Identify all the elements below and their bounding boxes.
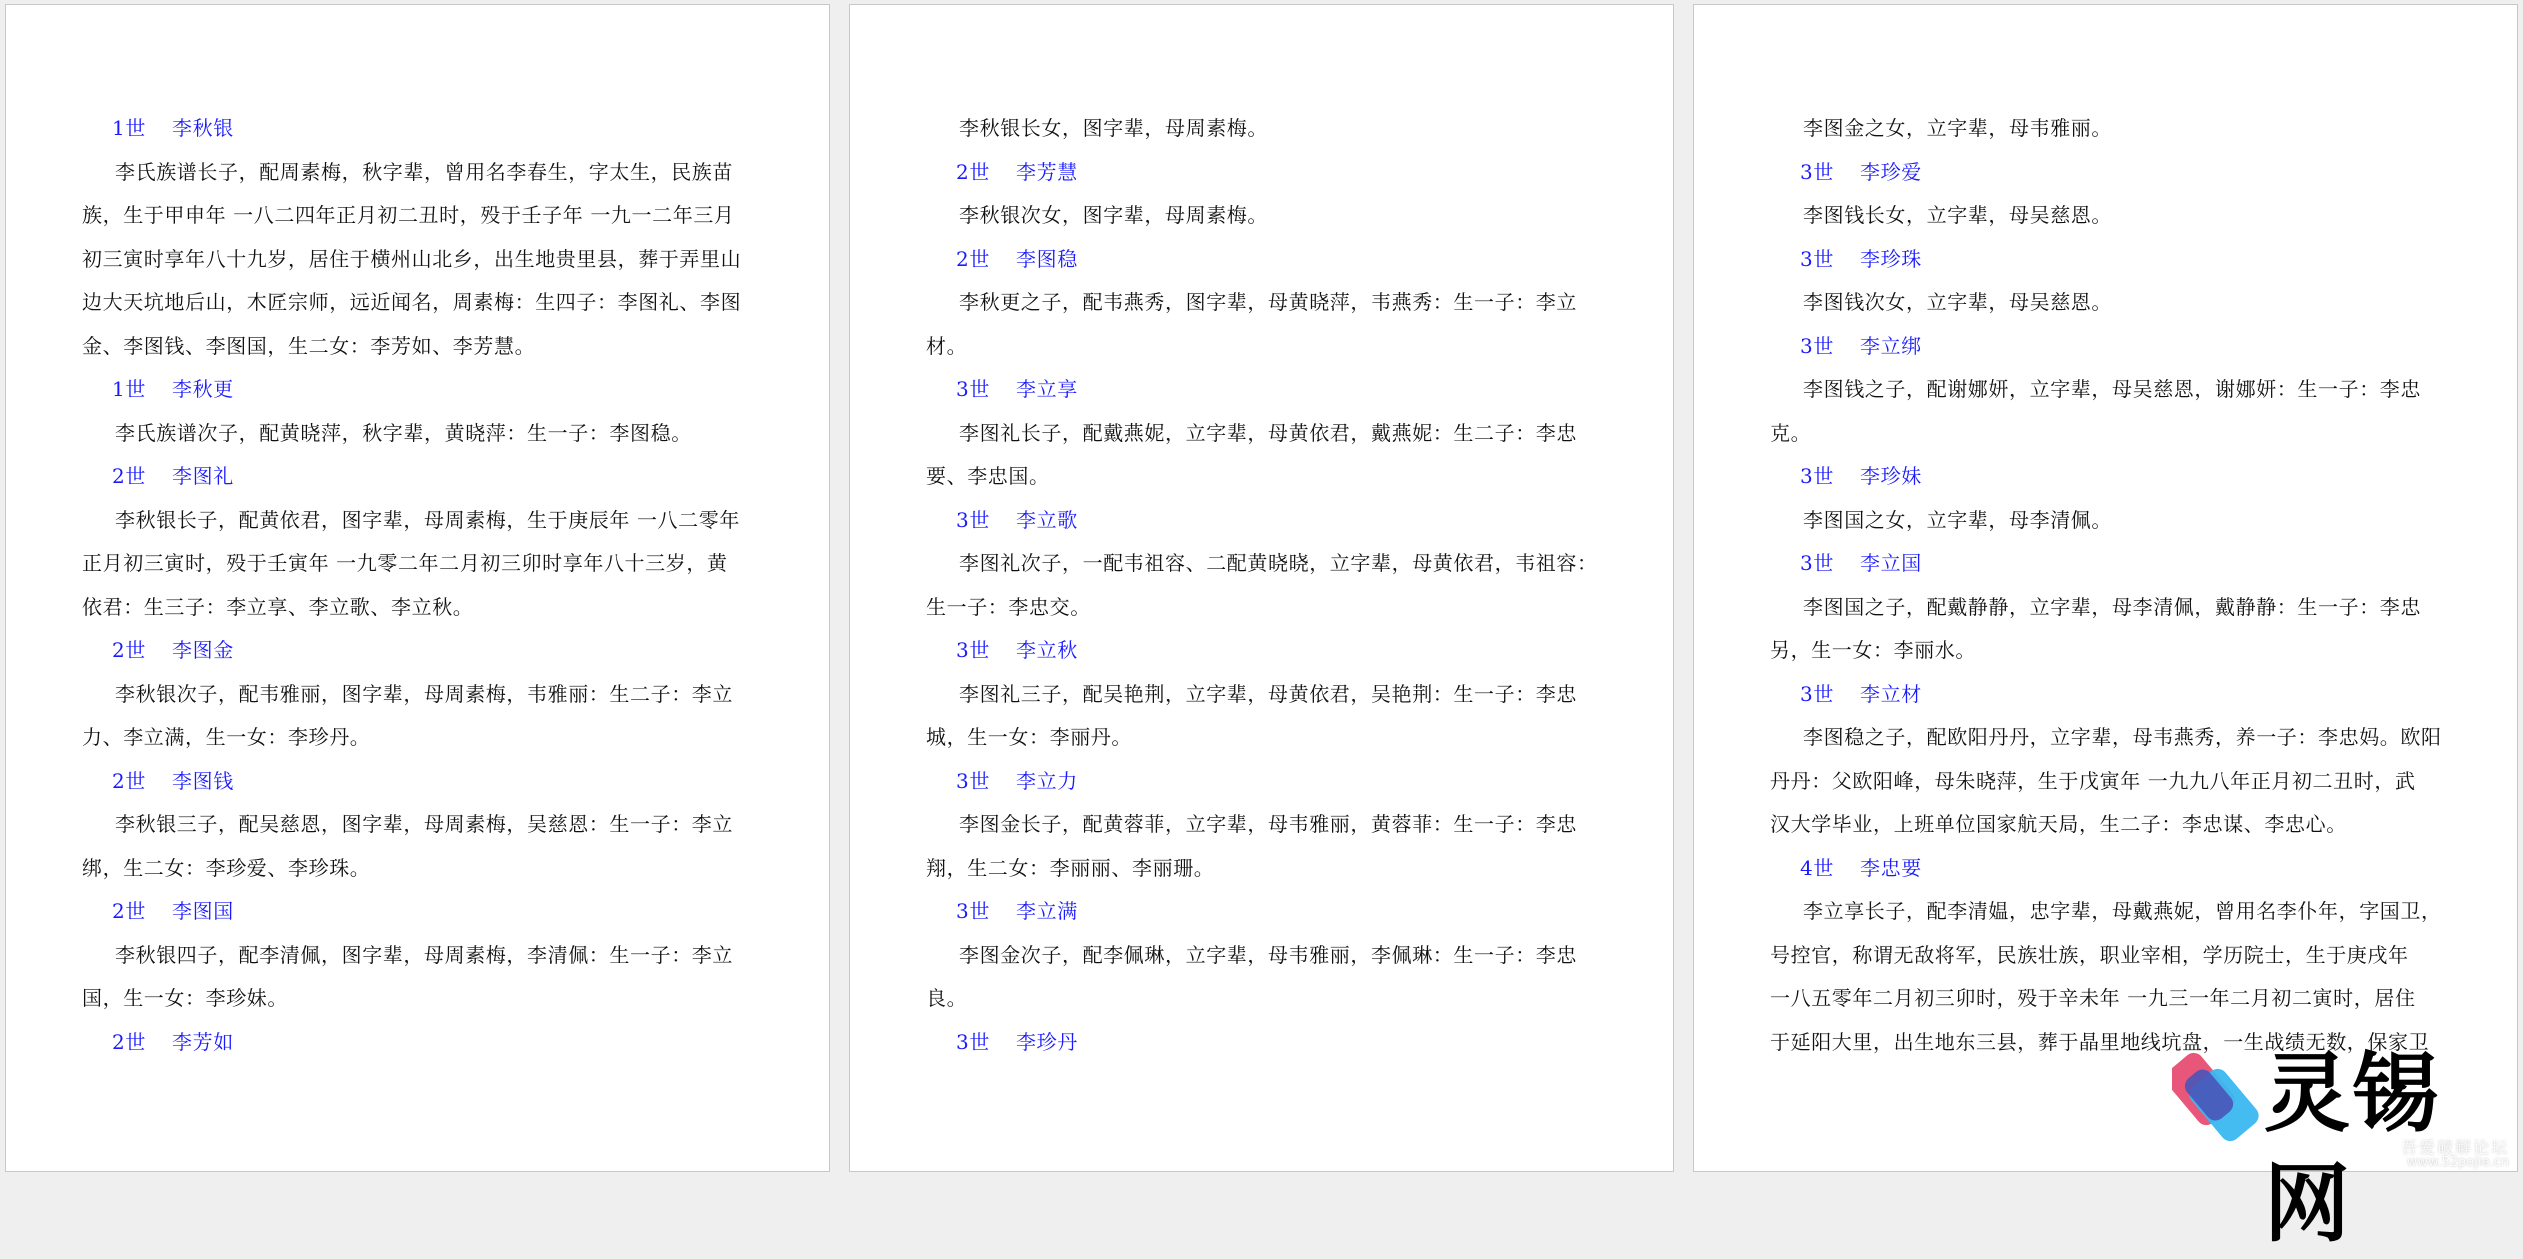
generation-heading — [82, 455, 754, 499]
biography-paragraph-line: 族，生于甲申年 一八二四年正月初二丑时，殁于壬子年 一九一二年三月 — [82, 203, 735, 227]
biography-paragraph-line: 要、李忠国。 — [926, 464, 1050, 488]
person-name: 李珍丹 — [1016, 1029, 1078, 1054]
biography-paragraph-start: 李氏族谱长子，配周素梅，秋字辈，曾用名李春生，字太生，民族苗 — [115, 159, 733, 184]
biography-paragraph-start: 李图钱长女，立字辈，母吴慈恩。 — [1803, 203, 2112, 227]
generation-number: 3世 — [956, 507, 990, 532]
page-2[interactable] — [849, 4, 1674, 1172]
generation-heading — [82, 760, 754, 804]
person-name: 李立歌 — [1016, 507, 1078, 532]
biography-paragraph-start: 李图礼三子，配吴艳荆，立字辈，母黄依君，吴艳荆：生一子：李忠 — [959, 681, 1577, 706]
watermark-logo — [2172, 1044, 2517, 1254]
page-1-content — [82, 107, 754, 1064]
page-3[interactable] — [1693, 4, 2518, 1172]
biography-paragraph-start: 李图钱之子，配谢娜妍，立字辈，母吴慈恩，谢娜妍：生一子：李忠 — [1803, 377, 2421, 401]
person-name: 李珍爱 — [1860, 159, 1922, 184]
generation-heading — [926, 629, 1598, 673]
biography-paragraph-start: 李图金长子，配黄蓉菲，立字辈，母韦雅丽，黄蓉菲：生一子：李忠 — [959, 812, 1577, 836]
generation-number: 2世 — [112, 638, 146, 662]
biography-paragraph-start: 李秋银长子，配黄依君，图字辈，母周素梅，生于庚辰年 一八二零年 — [115, 507, 740, 532]
watermark-brand: 灵锡网 — [2264, 1044, 2440, 1254]
person-name: 李图礼 — [172, 464, 234, 488]
generation-number: 2世 — [112, 768, 146, 793]
generation-number: 3世 — [1800, 551, 1834, 575]
biography-paragraph-start: 李秋银次子，配韦雅丽，图字辈，母周素梅，韦雅丽：生二子：李立 — [115, 681, 733, 706]
generation-number: 3世 — [1800, 159, 1834, 184]
person-name: 李图稳 — [1016, 246, 1078, 271]
generation-number: 2世 — [112, 464, 146, 488]
biography-paragraph-start: 李氏族谱次子，配黄晓萍，秋字辈，黄晓萍：生一子：李图稳。 — [115, 420, 692, 445]
biography-paragraph-start: 李秋银三子，配吴慈恩，图字辈，母周素梅，吴慈恩：生一子：李立 — [115, 812, 733, 836]
generation-number: 1世 — [112, 377, 146, 401]
biography-paragraph-line: 一八五零年二月初三卯时，殁于辛未年 一九三一年二月初二寅时，居住 — [1770, 986, 2416, 1010]
generation-number: 3世 — [1800, 464, 1834, 488]
person-name: 李立绑 — [1860, 333, 1922, 358]
biography-paragraph-line: 边大天坑地后山，木匠宗师，远近闻名，周素梅：生四子：李图礼、李图 — [82, 290, 742, 314]
generation-heading — [1770, 455, 2442, 499]
person-name: 李图金 — [172, 638, 234, 662]
generation-heading — [1770, 847, 2442, 891]
person-name: 李立国 — [1860, 551, 1922, 575]
biography-paragraph-line: 依君：生三子：李立享、李立歌、李立秋。 — [82, 594, 474, 619]
biography-paragraph-line: 汉大学毕业，上班单位国家航天局，生二子：李忠谋、李忠心。 — [1770, 812, 2347, 836]
biography-paragraph-line: 正月初三寅时，殁于壬寅年 一九零二年二月初三卯时享年八十三岁，黄 — [82, 551, 728, 575]
generation-number: 3世 — [956, 377, 990, 401]
brand-logo-icon — [2172, 1051, 2262, 1141]
person-name: 李立力 — [1016, 768, 1078, 793]
generation-number: 2世 — [956, 159, 990, 184]
generation-heading — [926, 499, 1598, 543]
generation-heading — [82, 107, 754, 151]
person-name: 李芳如 — [172, 1029, 234, 1054]
biography-paragraph-line: 城，生一女：李丽丹。 — [926, 725, 1132, 749]
generation-heading — [1770, 542, 2442, 586]
biography-paragraph-start: 李立享长子，配李清媪，忠字辈，母戴燕妮，曾用名李仆年，字国卫， — [1803, 899, 2442, 923]
generation-heading — [926, 238, 1598, 282]
person-name: 李立满 — [1016, 899, 1078, 923]
biography-paragraph-line: 翔，生二女：李丽丽、李丽珊。 — [926, 855, 1215, 880]
biography-paragraph-start: 李图金次子，配李佩琳，立字辈，母韦雅丽，李佩琳：生一子：李忠 — [959, 942, 1577, 967]
person-name: 李图钱 — [172, 768, 234, 793]
generation-number: 3世 — [1800, 333, 1834, 358]
generation-number: 2世 — [112, 1029, 146, 1054]
generation-heading — [1770, 673, 2442, 717]
biography-paragraph-line: 绑，生二女：李珍爱、李珍珠。 — [82, 855, 371, 880]
generation-number: 1世 — [112, 116, 146, 140]
person-name: 李立享 — [1016, 377, 1078, 401]
generation-number: 3世 — [1800, 681, 1834, 706]
biography-paragraph-start: 李图稳之子，配欧阳丹丹，立字辈，母韦燕秀，养一子：李忠妈。欧阳 — [1803, 725, 2442, 749]
biography-paragraph-line: 丹丹：父欧阳峰，母朱晓萍，生于戊寅年 一九九八年正月初二丑时，武 — [1770, 768, 2416, 793]
generation-number: 3世 — [956, 768, 990, 793]
page-1[interactable] — [5, 4, 830, 1172]
person-name: 李图国 — [172, 899, 234, 923]
watermark-url: www.52pojie.cn — [2406, 1155, 2509, 1170]
generation-number: 3世 — [956, 899, 990, 923]
person-name: 李立秋 — [1016, 638, 1078, 662]
person-name: 李秋银 — [172, 116, 234, 140]
generation-heading — [1770, 238, 2442, 282]
generation-number: 4世 — [1800, 855, 1834, 880]
biography-paragraph-start: 李秋银四子，配李清佩，图字辈，母周素梅，李清佩：生一子：李立 — [115, 942, 733, 967]
biography-paragraph-line: 另，生一女：李丽水。 — [1770, 638, 1976, 662]
person-name: 李芳慧 — [1016, 159, 1078, 184]
generation-heading — [926, 368, 1598, 412]
biography-paragraph-start: 李秋银次女，图字辈，母周素梅。 — [959, 203, 1268, 227]
biography-paragraph-line: 初三寅时享年八十九岁，居住于横州山北乡，出生地贵里县，葬于弄里山 — [82, 246, 742, 271]
generation-number: 3世 — [956, 1029, 990, 1054]
person-name: 李立材 — [1860, 681, 1922, 706]
generation-heading — [926, 151, 1598, 195]
generation-heading — [926, 1021, 1598, 1065]
watermark-subtext: 吾爱破解论坛 — [2400, 1138, 2509, 1157]
generation-heading — [82, 1021, 754, 1065]
generation-number: 2世 — [956, 246, 990, 271]
biography-paragraph-start: 李图钱次女，立字辈，母吴慈恩。 — [1803, 290, 2112, 314]
biography-paragraph-line: 力、李立满，生一女：李珍丹。 — [82, 725, 371, 749]
biography-paragraph-line: 金、李图钱、李图国，生二女：李芳如、李芳慧。 — [82, 333, 536, 358]
biography-paragraph-start: 李图金之女，立字辈，母韦雅丽。 — [1803, 116, 2112, 140]
person-name: 李珍珠 — [1860, 246, 1922, 271]
page-3-content — [1770, 107, 2442, 1064]
biography-paragraph-start: 李图国之子，配戴静静，立字辈，母李清佩，戴静静：生一子：李忠 — [1803, 594, 2421, 619]
biography-paragraph-line: 生一子：李忠交。 — [926, 594, 1091, 619]
biography-paragraph-start: 李秋更之子，配韦燕秀，图字辈，母黄晓萍，韦燕秀：生一子：李立 — [959, 290, 1577, 314]
biography-paragraph-start: 李图礼次子，一配韦祖容、二配黄晓晓，立字辈，母黄依君，韦祖容： — [959, 551, 1598, 575]
person-name: 李忠要 — [1860, 855, 1922, 880]
biography-paragraph-line: 于延阳大里，出生地东三县，葬于晶里地线坑盘，一生战绩无数，保家卫 — [1770, 1029, 2430, 1054]
biography-paragraph-start: 李图国之女，立字辈，母李清佩。 — [1803, 507, 2112, 532]
biography-paragraph-line: 号控官，称谓无敌将军，民族壮族，职业宰相，学历院士，生于庚戌年 — [1770, 942, 2409, 967]
biography-paragraph-line: 材。 — [926, 333, 968, 358]
page-2-content — [926, 107, 1598, 1064]
generation-heading — [1770, 151, 2442, 195]
generation-number: 3世 — [1800, 246, 1834, 271]
generation-heading — [82, 368, 754, 412]
biography-paragraph-start: 李秋银长女，图字辈，母周素梅。 — [959, 116, 1268, 140]
biography-paragraph-line: 国，生一女：李珍妹。 — [82, 986, 288, 1010]
person-name: 李珍妹 — [1860, 464, 1922, 488]
generation-number: 2世 — [112, 899, 146, 923]
generation-heading — [82, 890, 754, 934]
person-name: 李秋更 — [172, 377, 234, 401]
generation-heading — [1770, 325, 2442, 369]
biography-paragraph-line: 良。 — [926, 986, 968, 1010]
biography-paragraph-start: 李图礼长子，配戴燕妮，立字辈，母黄依君，戴燕妮：生二子：李忠 — [959, 420, 1577, 445]
generation-heading — [926, 760, 1598, 804]
generation-heading — [926, 890, 1598, 934]
biography-paragraph-line: 克。 — [1770, 420, 1812, 445]
generation-heading — [82, 629, 754, 673]
generation-number: 3世 — [956, 638, 990, 662]
